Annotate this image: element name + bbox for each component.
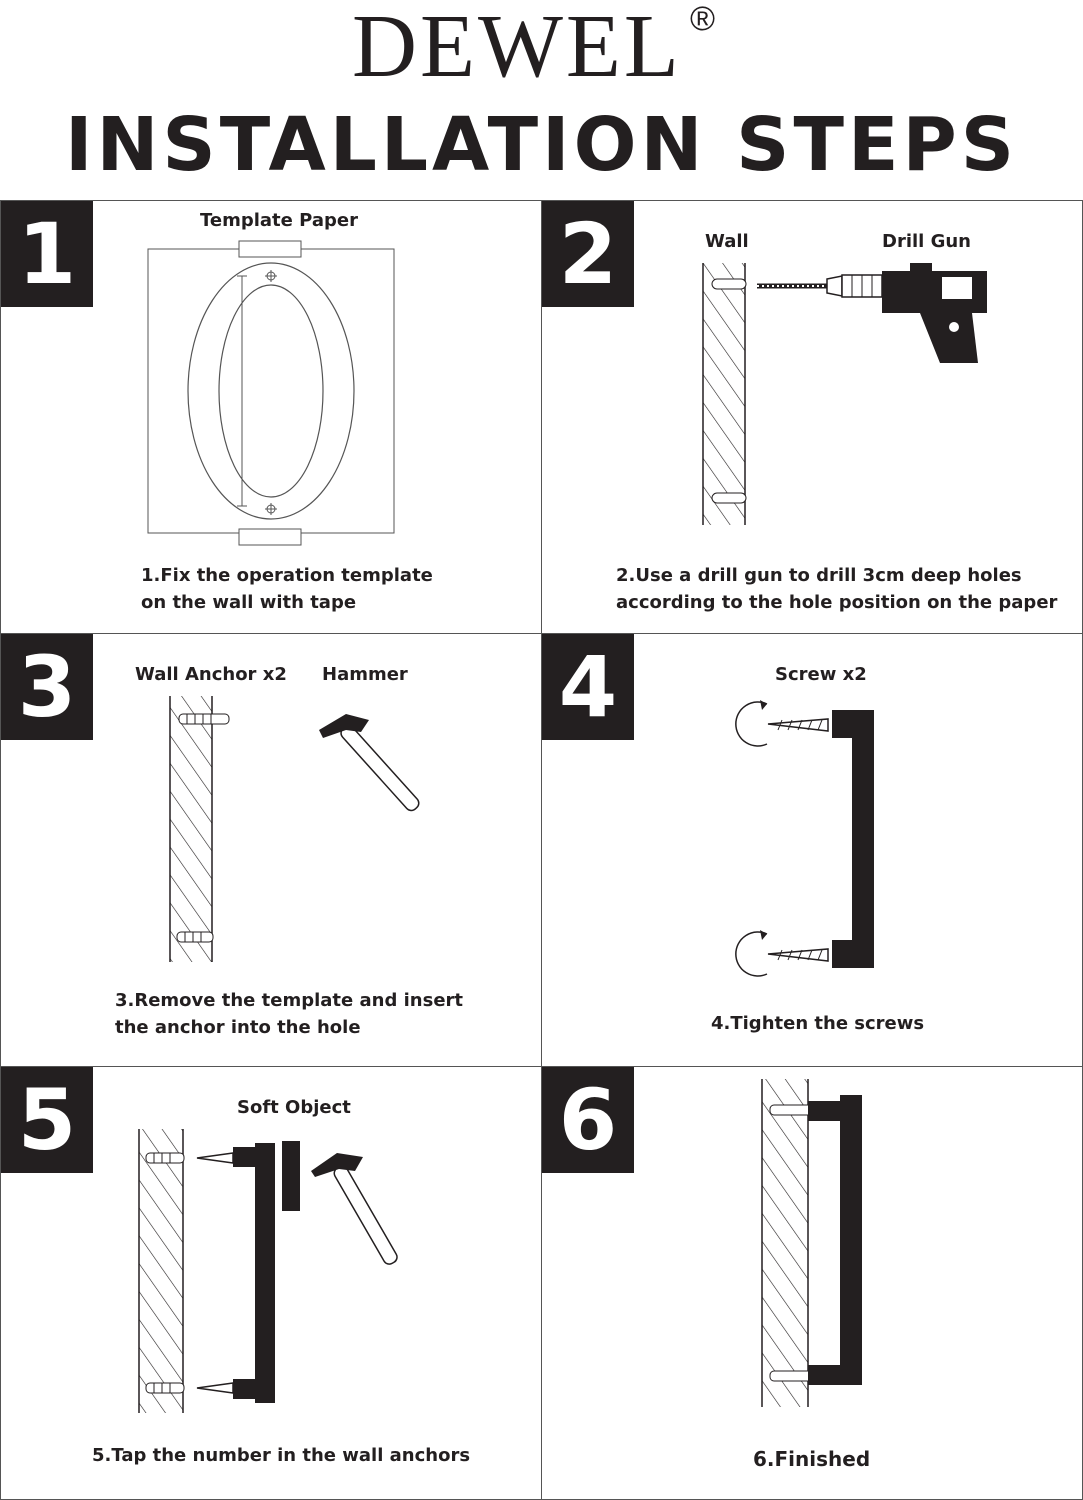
step-4-panel — [541, 633, 1083, 1067]
registered-mark: ® — [690, 0, 716, 38]
step-number-4: 4 — [542, 634, 634, 740]
step-3-caption — [115, 987, 463, 1041]
step-2-caption-line1: 2.Use a drill gun to drill 3cm deep holes — [616, 565, 1022, 586]
step-2-caption-line2: according to the hole position on the paper — [616, 592, 1058, 613]
brand-logo: DEWEL — [352, 0, 682, 96]
tap-number-illustration — [1, 1067, 542, 1500]
step-1-caption-line1: 1.Fix the operation template — [141, 565, 433, 586]
step-6-caption — [753, 1446, 870, 1473]
step-1-caption-line2: on the wall with tape — [141, 592, 357, 613]
step-2-caption — [616, 562, 1057, 616]
step-number-5: 5 — [1, 1067, 93, 1173]
step-number-1: 1 — [1, 201, 93, 307]
hammer-label: Hammer — [322, 664, 408, 685]
step-5-caption-line1: 5.Tap the number in the wall anchors — [92, 1445, 471, 1466]
finished-illustration — [542, 1067, 1083, 1500]
step-number-2: 2 — [542, 201, 634, 307]
step-4-caption — [711, 1010, 924, 1037]
step-6-caption-line1: 6.Finished — [753, 1447, 871, 1471]
step-number-3: 3 — [1, 634, 93, 740]
screw-tighten-illustration — [542, 634, 1083, 1067]
screw-label: Screw x2 — [775, 664, 867, 685]
steps-grid — [0, 200, 1083, 1500]
step-2-panel — [541, 200, 1083, 634]
step-3-caption-line1: 3.Remove the template and insert — [115, 990, 464, 1011]
step-6-panel — [541, 1066, 1083, 1500]
soft-object-label: Soft Object — [237, 1097, 351, 1118]
step-number-6: 6 — [542, 1067, 634, 1173]
step-1-caption — [141, 562, 433, 616]
step-3-panel — [0, 633, 542, 1067]
wall-label: Wall — [705, 231, 749, 252]
step-3-caption-line2: the anchor into the hole — [115, 1017, 361, 1038]
wall-anchor-label: Wall Anchor x2 — [135, 664, 287, 685]
step-5-panel — [0, 1066, 542, 1500]
step-1-panel — [0, 200, 542, 634]
step-5-caption — [92, 1442, 470, 1469]
page-title: INSTALLATION STEPS — [64, 102, 1019, 188]
drill-gun-label: Drill Gun — [882, 231, 971, 252]
template-paper-label: Template Paper — [200, 210, 358, 231]
step-4-caption-line1: 4.Tighten the screws — [711, 1013, 925, 1034]
